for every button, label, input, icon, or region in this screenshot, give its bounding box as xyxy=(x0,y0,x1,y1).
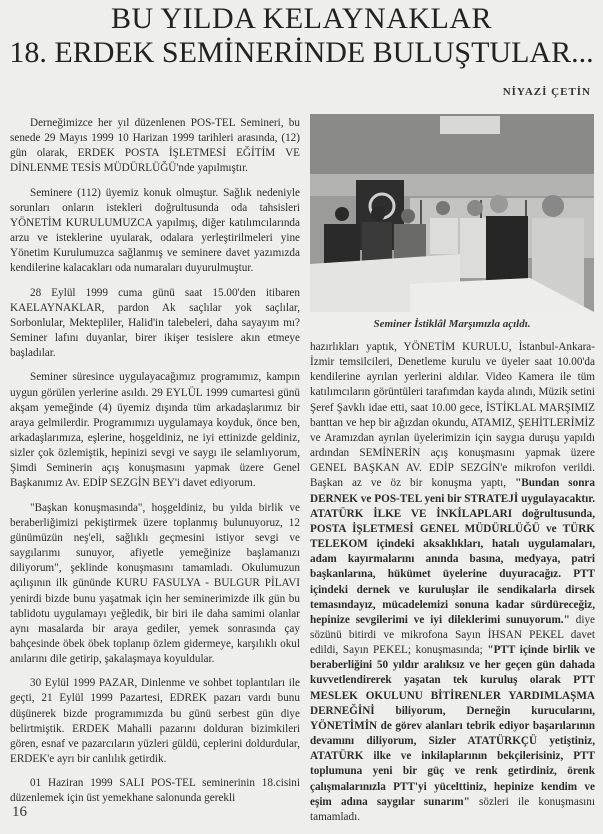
quote-bold: "Bundan sonra DERNEK ve POS-TEL yeni bir STRATEJİ uygulayacaktır. ATATÜRK İLKE VE İNKİLAPLARI doğrultusunda, POSTA İŞLETMESİ GENEL MÜDÜRLÜĞÜ ve TÜRK TELEKOM içindeki aksaklıkları, hatalı uygulamaları, adam kayırmalarını anında basına, medyaya, patri başkanlarına, hükümet üyelerine duyuracağız. PTT içindeki dernek ve kuruluşlar ile sendikalarla dirsek temasındayız, mücadelemizi sonuna kadar sürdüreceğiz, hepinize sevgilerimi ve iyi dileklerimi sunuyorum." xyxy=(310,477,595,626)
paragraph: 30 Eylül 1999 PAZAR, Dinlenme ve sohbet toplantıları ile geçti, 21 Eylül 1999 Pazartesi, EDREK pazarı vardı bunu düşünerek bizde programımızda bu günü serbest gün diye belirtmiştik. ERDEK Mahalli pazarını dolduran bizimkileri gören, esnaf ve pazarcıların yüzleri güldü, ceplerini doldurdular, ERDEK'e ayrı bir canlılık getirdik. xyxy=(10,677,300,766)
paragraph: 28 Eylül 1999 cuma günü saat 15.00'den itibaren KAELAYNAKLAR, pardon Ak saçlılar yok saçlılar, Sorbonlular, Mektepliler, Halid'in talebeleri, daha sayayım mı? Seminer lafını duyanlar, birer ikişer tesislere akın etmeye başladılar. xyxy=(10,286,300,360)
page-number: 16 xyxy=(12,804,27,820)
text-run: diye sözünü bitirdi ve mikrofona Sayın İHSAN PEKEL davet edildi, Sayın PEKEL; konuşmasında; xyxy=(310,613,596,657)
paragraph: Seminere (112) üyemiz konuk olmuştur. Sağlık nedeniyle sorunları onların istekleri doğrultusunda oda tahsisleri YÖNETİM KURULUMUZCA yapılmış, diğer katılımcılarında arzu ve isteklerine uyularak, odalara yerleştirilmeleri yine Yönetim Kurulumuzca sağlanmış ve seminere davet yazımızda kendilerine kalacakları oda numaraları duyurulmuştur. xyxy=(10,186,300,275)
paragraph: 01 Haziran 1999 SALI POS-TEL seminerinin 18.cisini düzenlemek için üst yemekhane salonunda gerekli xyxy=(10,777,300,805)
left-column xyxy=(10,116,300,816)
ceiling-light xyxy=(440,116,500,134)
right-column xyxy=(310,340,595,834)
paragraph xyxy=(310,340,595,825)
text-run: sözleri ile konuşmasını tamamladı. xyxy=(310,795,595,823)
title-line-1: BU YILDA KELAYNAKLAR xyxy=(110,2,493,35)
author-byline: NİYAZİ ÇETİN xyxy=(502,86,591,98)
paragraph: Derneğimizce her yıl düzenlenen POS-TEL Semineri, bu senede 29 Mayıs 1999 10 Harizan 1999 tarihleri arasında, (12) gün olarak, ERDEK POSTA İŞLETMESİ EĞİTİM VE DİNLENME TESİS MÜDÜRLÜĞÜ'nde yapılmıştır. xyxy=(10,117,300,175)
photo-caption: Seminer İstiklâl Marşımızla açıldı. xyxy=(373,318,531,330)
quote-bold: "PTT içinde birlik ve beraberliğini 50 yıldır aralıksız ve her geçen gün dahada kuvvetlendirerek yaşatan tek kuruluş olarak PTT MESLEK OKULUNU BİTİRENLER YARDIMLAŞMA DERNEĞİNİ biliyorum, Derneğin kurucularını, YÖNETİMİN de görev alanları tebrik ediyor başarılarının devamını diliyorum, Sizler ATATÜRKÇÜ yetiştiniz, ATATÜRK ilke ve inkilaplarının bekçilerisiniz, PTT toplumuna yeni bir güç ve renk getirdiniz, örenk çalışmalarınızla PTT'yi yücelttiniz, hepinize kendim ve eşim adına saygılar sunarım" xyxy=(310,644,595,808)
seminar-photo xyxy=(310,114,594,312)
title-line-2: 18. ERDEK SEMİNERİNDE BULUŞTULAR... xyxy=(9,36,594,69)
text-run: hazırlıkları yaptık, YÖNETİM KURULU, İstanbul-Ankara-İzmir temsilcileri, Denetleme kurulu ve üyeler saat 10.00'da kendilerine ayrılan yerlerini aldılar. Video Kamera ile tüm katılımcıların görüntüleri tarafımdan kayda alındı, Müzik setini Şeref Şavklı idae etti, saat 10.00 gece, İSTİKLAL MARŞIMIZ banttan ve hep bir ağızdan okundu, ATAMIZ, ŞEHİTLERİMİZ ve Aramızdan ayrılan üyelerimizin için saygıa duruşu yapıldı ardından SEMİNERİN açış konuşmasını yapmak üzere GENEL BAŞKAN AV. EDİP SEZGİN'e mikrofon verildi. Başkan az ve öz bir konuşma yaptı, xyxy=(310,341,595,490)
paragraph: Seminer süresince uygulayacağımız programımız, kampın uygun görülen yerlerine asıldı. 29 EYLÜL 1999 cumartesi günü akşam yemeğinde (4) üyemiz dışında tüm arkadaşlarımız bir araya gelmilerdir. Programımızı uygulamaya koyduk, önce ben, arkadaşlarımıza, eşlerine, hoşgeldiniz, ne iyi ettinizde geldiniz, sizler çok özlemiştik, hepinizi sevgi ve saygı ile selamlıyorum, Şimdi Seminerin açış konuşmasını yapmak üzere Genel Başkanımız Av. EDİP SEZGİN BEY'i davet ediyorum. xyxy=(10,371,300,490)
paragraph: "Başkan konuşmasında", hoşgeldiniz, bu yılda birlik ve beraberliğimizi pekiştirmek üzere toplanmış bulunuyoruz, 12 günümüzün neş'eli, sağlıklı geçmesini istiyor sevgi ve saygılarımı sunuyor, afiyetle yemeğinize başlamanızı diliyorum", şeklinde konuşmasını tamamladı. Okulumuzun açılışının ilk gününde KURU FASULYA - BULGUR PİLAVI yenirdi bizde bunu yaşatmak için her seminerimizde ilk gün bu tablidotu uygulamayı yeğledik, bir biri ile daha samimi olanlar aynı masalarda bir araya gediler, yemek sonrasında çay bahçesinde öbek öbek toplanıp özlem gidermeye, karşılıklı okul anılarını dile getirip, şakalaşmaya koyuldular. xyxy=(10,501,300,666)
article-title xyxy=(0,2,603,70)
photo-illustration xyxy=(310,114,594,312)
